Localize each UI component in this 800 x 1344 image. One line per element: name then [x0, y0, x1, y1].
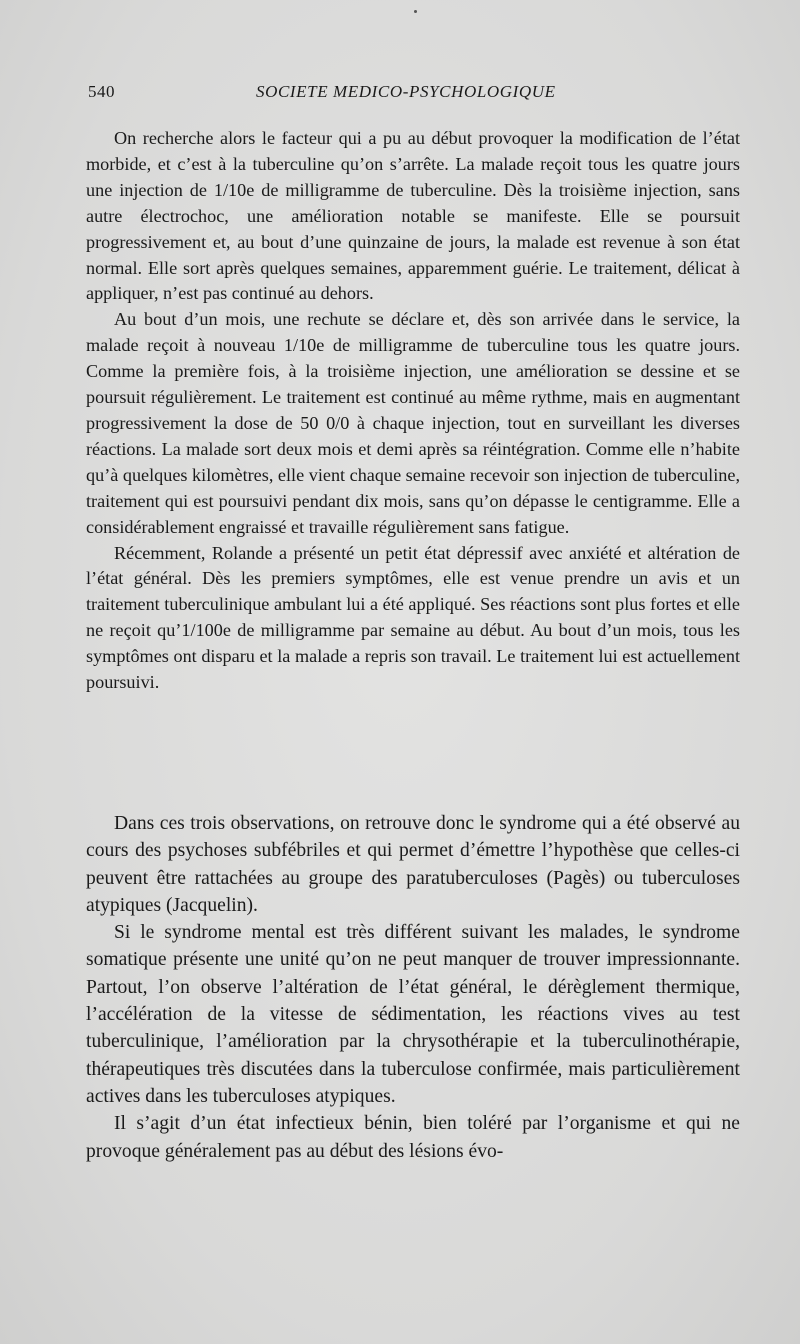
discussion-section [86, 810, 740, 1165]
page-header [88, 82, 742, 110]
paragraph-recent-state: Récemment, Rolande a présenté un petit état dépressif avec anxiété et altération de l’état général. Dès les premiers symptômes, elle est venue prendre un avis et un traitement tuberculinique ambulant lui a été appliqué. Ses réactions sont plus fortes et elle ne reçoit qu’1/100e de milligramme par semaine au début. Au bout d’un mois, tous les symptômes ont disparu et la malade a repris son travail. Le traitement lui est actuellement poursuivi. [86, 542, 740, 693]
case-report-section [86, 126, 740, 696]
ink-speck [414, 10, 417, 13]
paragraph-infectious-state: Il s’agit d’un état infectieux bénin, bien toléré par l’organisme et qui ne provoque généralement pas au début des lésions évo- [86, 1113, 740, 1162]
paragraph-tuberculin-treatment: On recherche alors le facteur qui a pu au début provoquer la modification de l’état morbide, et c’est à la tuberculine qu’on s’arrête. La malade reçoit tous les quatre jours une injection de 1/10e de milligramme de tuberculine. Dès la troisième injection, sans autre électrochoc, une amélioration notable se manifeste. Elle se poursuit progressivement et, au bout d’une quinzaine de jours, la malade est revenue à son état normal. Elle sort après quelques semaines, apparemment guérie. Le traitement, délicat à appliquer, n’est pas continué au dehors. [86, 128, 740, 304]
paragraph-somatic-syndrome: Si le syndrome mental est très différent suivant les malades, le syndrome somatique présente une unité qu’on ne peut manquer de trouver impressionnante. Partout, l’on observe l’altération de l’état général, le dérèglement thermique, l’accélération de la vitesse de sédimentation, les réactions vives au test tuberculinique, l’amélioration par la chrysothérapie et la tuberculinothérapie, thérapeutiques très discutées dans la tuberculose confirmée, mais particulièrement actives dans les tuberculoses atypiques. [86, 922, 740, 1107]
page-number: 540 [88, 82, 115, 101]
paragraph-relapse: Au bout d’un mois, une rechute se déclare et, dès son arrivée dans le service, la malade reçoit à nouveau 1/10e de milligramme de tuberculine tous les quatre jours. Comme la première fois, à la troisième injection, une amélioration se dessine et se poursuit régulièrement. Le traitement est continué au même rythme, mais en augmentant progressivement la dose de 50 0/0 à chaque injection, tout en surveillant les diverses réactions. La malade sort deux mois et demi après sa réintégration. Comme elle n’habite qu’à quelques kilomètres, elle vient chaque semaine recevoir son injection de tuberculine, traitement qui est poursuivi pendant dix mois, sans qu’on dépasse le centigramme. Elle a considérablement engraissé et travaille régulièrement sans fatigue. [86, 309, 741, 537]
paragraph-three-observations: Dans ces trois observations, on retrouve donc le syndrome qui a été observé au cours des psychoses subfébriles et qui permet d’émettre l’hypothèse que celles-ci peuvent être rattachées au groupe des paratuberculoses (Pagès) ou tuberculoses atypiques (Jacquelin). [86, 813, 740, 916]
running-title: SOCIETE MEDICO-PSYCHOLOGIQUE [256, 82, 556, 101]
